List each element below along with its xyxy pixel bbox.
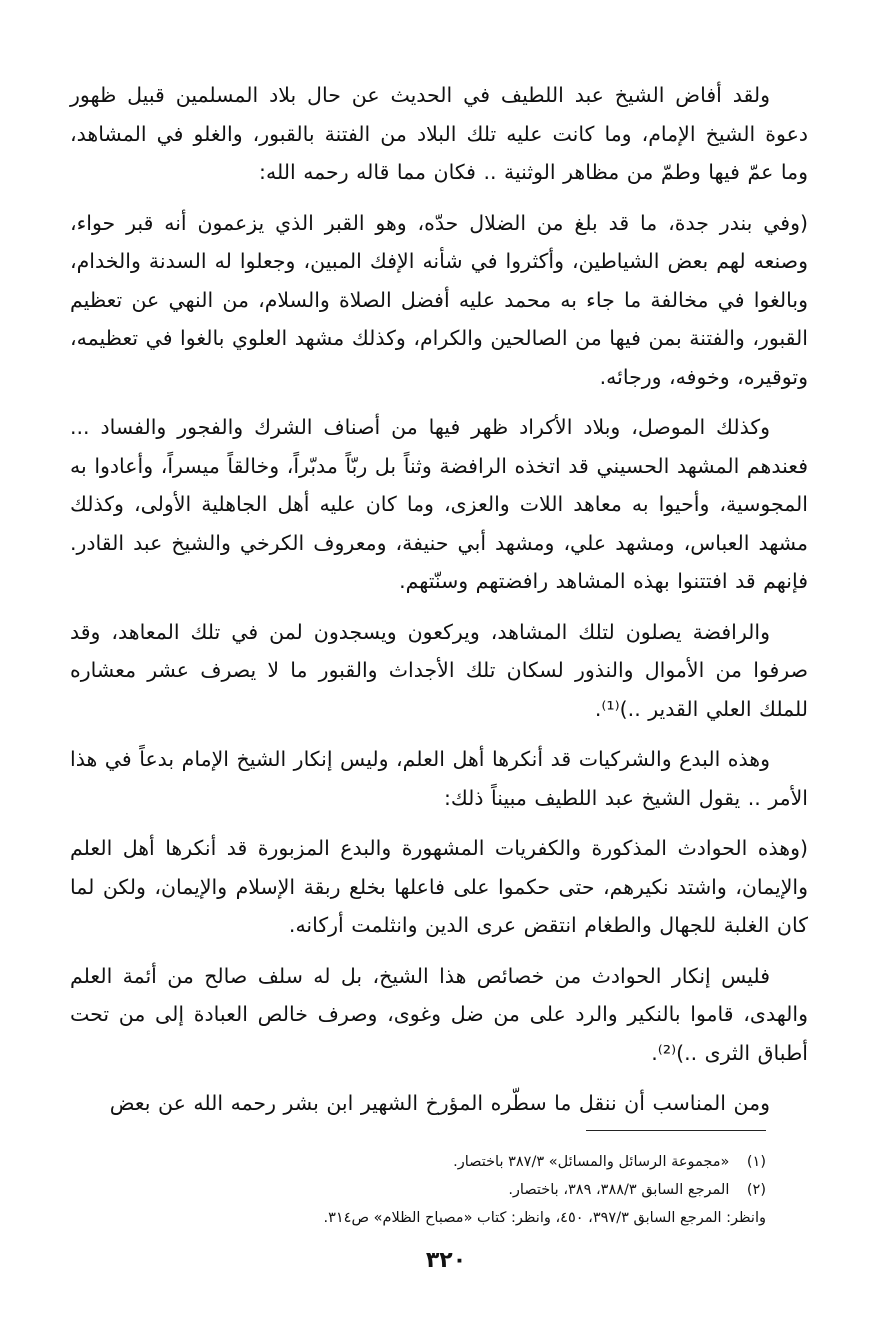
page-number: ٣٢٠ [425,1248,467,1273]
paragraph: وهذه البدع والشركيات قد أنكرها أهل العلم، وليس إنكار الشيخ الإمام بدعاً في هذا الأمر .. يقول الشيخ عبد اللطيف مبيناً ذلك: [70,747,808,810]
footnote-continuation [126,1204,766,1232]
footnote-text: «مجموعة الرسائل والمسائل» ٣٨٧/٣ باختصار. [453,1154,730,1170]
footnotes [126,1148,766,1232]
quote-paragraph: (وفي بندر جدة، ما قد بلغ من الضلال حدّه، وهو القبر الذي يزعمون أنه قبر حواء، وصنعه لهم بعض الشياطين، وأكثروا في شأنه الإفك المبين، وجعلوا له السدنة والخدام، وبالغوا في مخالفة ما جاء به محمد عليه أفضل الصلاة والسلام، من النهي عن تعظيم القبور، والفتنة بمن فيها من الصالحين والكرام، وكذلك مشهد العلوي بالغوا في تعظيمه، وتوقيره، وخوفه، ورجائه. [70,210,808,389]
paragraph: فليس إنكار الحوادث من خصائص هذا الشيخ، بل له سلف صالح من أئمة العلم والهدى، قاموا بالنكير والرد على من ضل وغوى، وصرف خالص العبادة إلى من تحت أطباق الثرى ..)⁽²⁾. [70,963,808,1065]
footnote-number: (٢) [746,1182,766,1198]
footnote-text: المرجع السابق ٣٨٨/٣، ٣٨٩، باختصار. [508,1182,730,1198]
footnote-divider [586,1130,766,1131]
paragraph: وكذلك الموصل، وبلاد الأكراد ظهر فيها من أصناف الشرك والفجور والفساد ... فعندهم المشهد الحسيني قد اتخذه الرافضة وثناً بل ربّاً مدبّراً، وخالقاً ميسراً، وأعادوا به المجوسية، وأحيوا به معاهد اللات والعزى، وما كان عليه أهل الجاهلية الأولى، وكذلك مشهد العباس، ومشهد علي، ومشهد أبي حنيفة، ومعروف الكرخي والشيخ عبد القادر. فإنهم قد افتتنوا بهذه المشاهد رافضتهم وسنّتهم. [70,415,808,593]
paragraph: ومن المناسب أن ننقل ما سطّره المؤرخ الشهير ابن بشر رحمه الله عن بعض [109,1091,770,1115]
paragraph: ولقد أفاض الشيخ عبد اللطيف في الحديث عن حال بلاد المسلمين قبيل ظهور دعوة الشيخ الإمام، وما كانت عليه تلك البلاد من الفتنة بالقبور، والغلو في المشاهد، وما عمّ فيها وطمّ من مظاهر الوثنية .. فكان مما قاله رحمه الله: [70,83,808,184]
main-text [70,76,808,1135]
footnote-number: (١) [746,1154,766,1170]
footnote [126,1148,766,1176]
paragraph: والرافضة يصلون لتلك المشاهد، ويركعون ويسجدون لمن في تلك المعاهد، وقد صرفوا من الأموال والنذور لسكان تلك الأجداث والقبور ما لا يصرف عشر معشاره للملك العلي القدير ..)⁽¹⁾. [70,619,808,721]
footnote-text: وانظر: المرجع السابق ٣٩٧/٣، ٤٥٠، وانظر: كتاب «مصباح الظلام» ص٣١٤. [323,1210,766,1226]
footnote [126,1176,766,1204]
quote-paragraph: (وهذه الحوادث المذكورة والكفريات المشهورة والبدع المزبورة قد أنكرها أهل العلم والإيمان، واشتد نكيرهم، حتى حكموا على فاعلها بخلع ربقة الإسلام والإيمان، ولكن لما كان الغلبة للجهال والطغام انتقض عرى الدين وانثلمت أركانه. [70,836,808,937]
